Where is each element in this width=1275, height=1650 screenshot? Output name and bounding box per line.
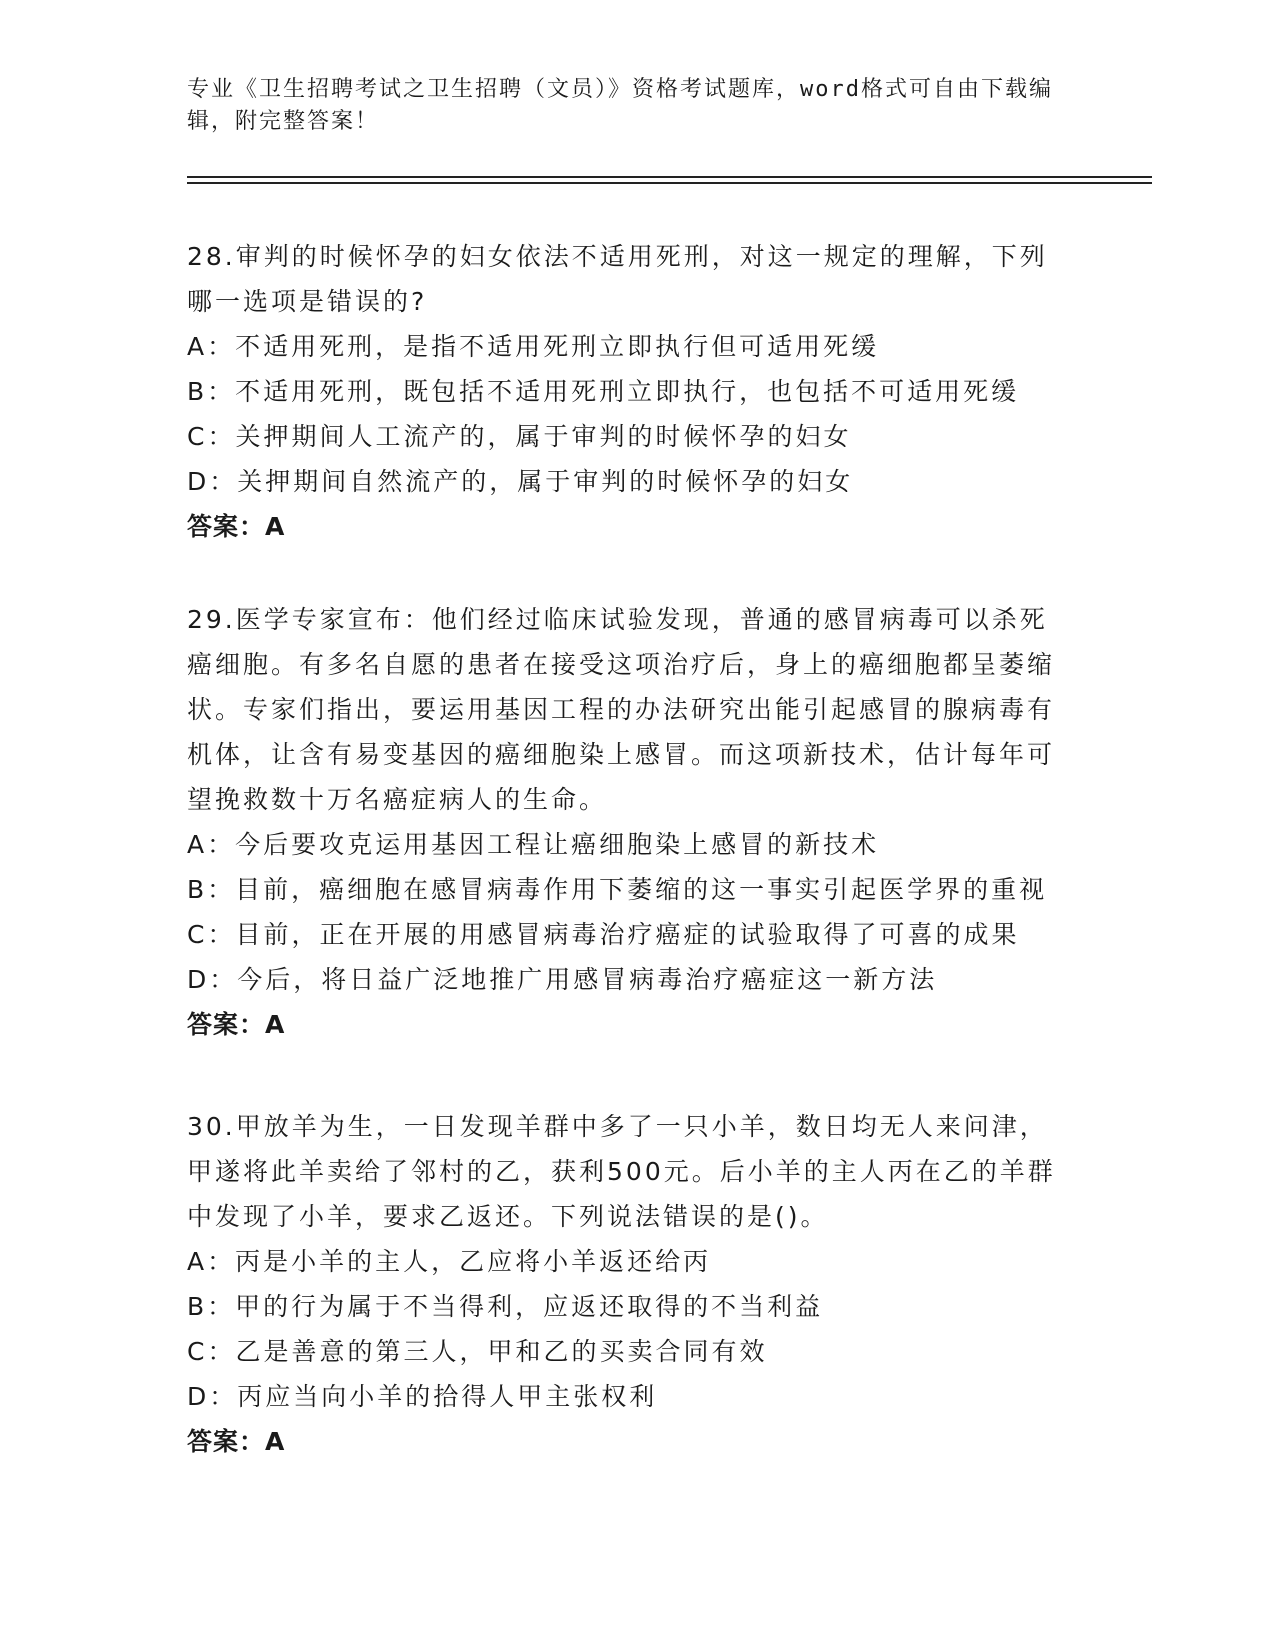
option-d: D：关押期间自然流产的，属于审判的时候怀孕的妇女 — [187, 467, 854, 496]
option-d: D：丙应当向小羊的拾得人甲主张权利 — [187, 1382, 658, 1411]
question-stem: 28.审判的时候怀孕的妇女依法不适用死刑，对这一规定的理解，下列哪一选项是错误的? — [187, 242, 1048, 316]
question-30 — [187, 1104, 1067, 1464]
option-d: D：今后，将日益广泛地推广用感冒病毒治疗癌症这一新方法 — [187, 965, 938, 994]
option-a: A：不适用死刑，是指不适用死刑立即执行但可适用死缓 — [187, 332, 880, 361]
option-b: B：不适用死刑，既包括不适用死刑立即执行，也包括不可适用死缓 — [187, 377, 1020, 406]
page-header-text: 专业《卫生招聘考试之卫生招聘（文员）》资格考试题库，word格式可自由下载编辑，附完整答案！ — [187, 77, 1053, 134]
answer-line: 答案：A — [187, 512, 286, 541]
option-c: C：乙是善意的第三人，甲和乙的买卖合同有效 — [187, 1337, 768, 1366]
option-c: C：关押期间人工流产的，属于审判的时候怀孕的妇女 — [187, 422, 852, 451]
question-stem: 29.医学专家宣布：他们经过临床试验发现，普通的感冒病毒可以杀死癌细胞。有多名自愿的患者在接受这项治疗后，身上的癌细胞都呈萎缩状。专家们指出，要运用基因工程的办法研究出能引起感冒的腺病毒有机体，让含有易变基因的癌细胞染上感冒。而这项新技术，估计每年可望挽救数十万名癌症病人的生命。 — [187, 605, 1056, 814]
answer-line: 答案：A — [187, 1427, 286, 1456]
question-28 — [187, 234, 1067, 549]
option-c: C：目前，正在开展的用感冒病毒治疗癌症的试验取得了可喜的成果 — [187, 920, 1020, 949]
option-a: A：今后要攻克运用基因工程让癌细胞染上感冒的新技术 — [187, 830, 880, 859]
question-29 — [187, 597, 1067, 1047]
answer-line: 答案：A — [187, 1010, 286, 1039]
question-stem: 30.甲放羊为生，一日发现羊群中多了一只小羊，数日均无人来问津，甲遂将此羊卖给了邻村的乙，获利500元。后小羊的主人丙在乙的羊群中发现了小羊，要求乙返还。下列说法错误的是()。 — [187, 1112, 1056, 1231]
option-a: A：丙是小羊的主人，乙应将小羊返还给丙 — [187, 1247, 712, 1276]
option-b: B：目前，癌细胞在感冒病毒作用下萎缩的这一事实引起医学界的重视 — [187, 875, 1048, 904]
option-b: B：甲的行为属于不当得利，应返还取得的不当利益 — [187, 1292, 824, 1321]
header-double-rule — [187, 176, 1152, 184]
